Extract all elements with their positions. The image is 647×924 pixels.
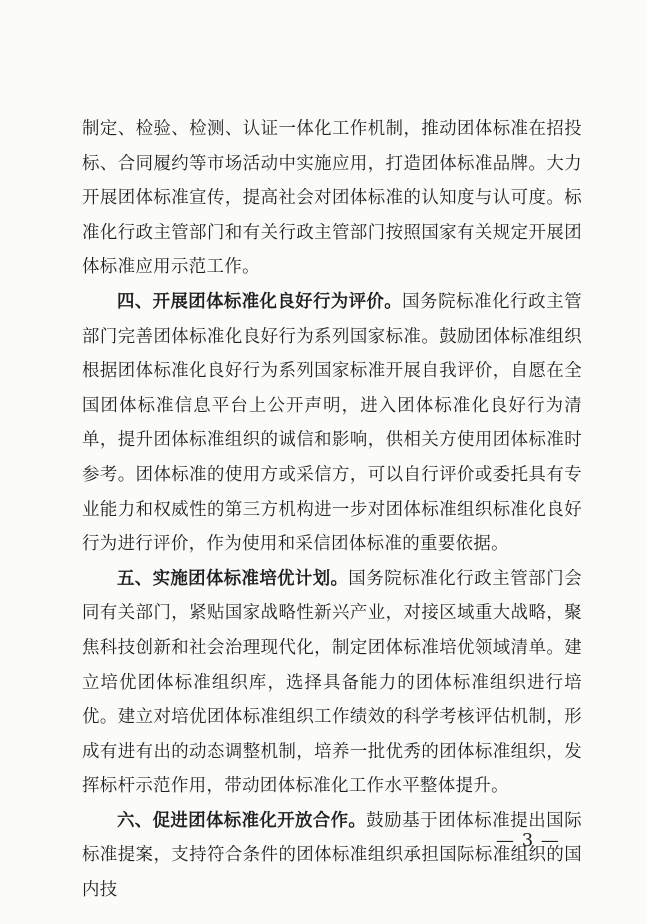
paragraph-2 [82,285,582,562]
section-heading-6: 六、促进团体标准化开放合作。 [117,810,367,831]
paragraph-1 [82,112,582,285]
paragraph-2-body: 国务院标准化行政主管部门完善团体标准化良好行为系列国家标准。鼓励团体标准组织根据团体标准化良好行为系列国家标准开展自我评价，自愿在全国团体标准信息平台上公开声明，进入团体标准化良好行为清单，提升团体标准组织的诚信和影响，供相关方使用团体标准时参考。团体标准的使用方或采信方，可以自行评价或委托具有专业能力和权威性的第三方机构进一步对团体标准组织标准化良好行为进行评价，作为使用和采信团体标准的重要依据。 [82,291,582,555]
paragraph-1-body: 制定、检验、检测、认证一体化工作机制，推动团体标准在招投标、合同履约等市场活动中实施应用，打造团体标准品牌。大力开展团体标准宣传，提高社会对团体标准的认知度与认可度。标准化行政主管部门和有关行政主管部门按照国家有关规定开展团体标准应用示范工作。 [82,119,582,278]
section-heading-4: 四、开展团体标准化良好行为评价。 [117,291,403,312]
paragraph-4-body: 鼓励基于团体标准提出国际标准提案，支持符合条件的团体标准组织承担国际标准组织的国内技 [82,810,582,901]
document-body [82,112,582,908]
section-heading-5: 五、实施团体标准培优计划。 [117,568,349,589]
paragraph-4 [82,804,582,908]
paragraph-3-body: 国务院标准化行政主管部门会同有关部门，紧贴国家战略性新兴产业，对接区域重大战略，聚焦科技创新和社会治理现代化，制定团体标准培优领域清单。建立培优团体标准组织库，选择具备能力的团体标准组织进行培优。建立对培优团体标准组织工作绩效的科学考核评估机制，形成有进有出的动态调整机制，培养一批优秀的团体标准组织，发挥标杆示范作用，带动团体标准化工作水平整体提升。 [82,568,582,797]
page-number: — 3 — [496,830,560,851]
paragraph-3 [82,562,582,804]
